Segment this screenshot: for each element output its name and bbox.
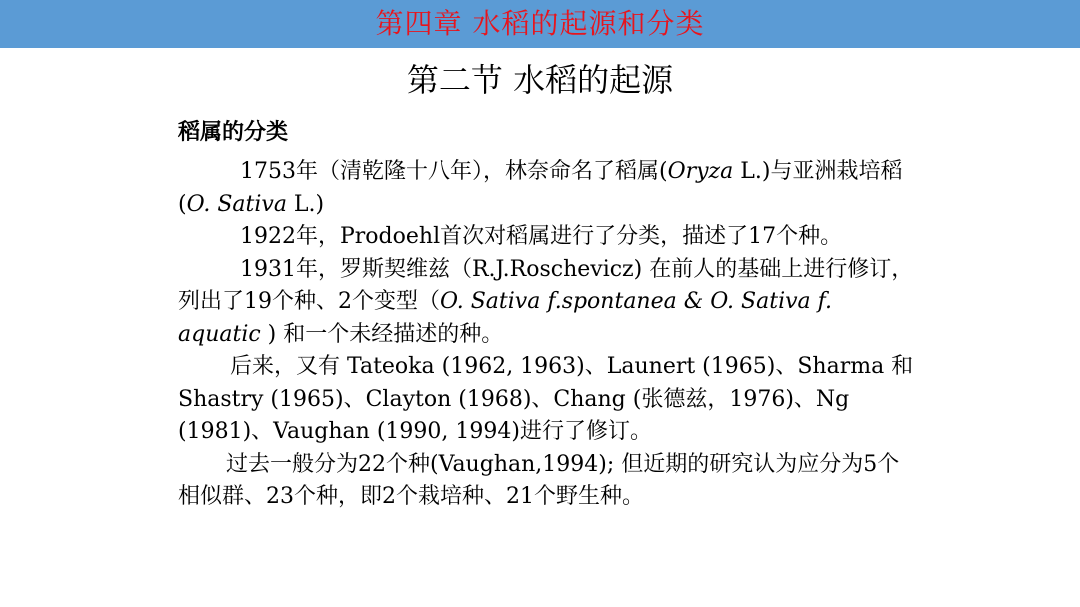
chapter-header-bar (0, 0, 1080, 48)
chapter-title: 第四章 水稻的起源和分类 (375, 7, 705, 40)
sub-heading: 稻属的分类 (178, 120, 289, 145)
paragraph-4: 后来，又有 Tateoka (1962, 1963)、Launert (1965)、Sharma 和Shastry (1965)、Clayton (1968)、Chang (张德兹，1976)、Ng (1981)、Vaughan (1990, 1994)进行了修订。 (178, 354, 914, 444)
paragraph-5: 过去一般分为22个种(Vaughan,1994); 但近期的研究认为应分为5个相似群、23个种，即2个栽培种、21个野生种。 (178, 451, 900, 509)
body-text (178, 156, 918, 514)
paragraph-1: 1753年（清乾隆十八年），林奈命名了稻属(Oryza L.)与亚洲栽培稻(O. Sativa L.) (178, 159, 903, 217)
paragraph-2: 1922年，Prodoehl首次对稻属进行了分类，描述了17个种。 (240, 224, 843, 249)
section-title: 第二节 水稻的起源 (406, 61, 674, 99)
paragraph-3: 1931年，罗斯契维兹（R.J.Roschevicz) 在前人的基础上进行修订，列出了19个种、2个变型（O. Sativa f.spontanea & O. Sativa f. aquatic ) 和一个未经描述的种。 (178, 256, 914, 347)
